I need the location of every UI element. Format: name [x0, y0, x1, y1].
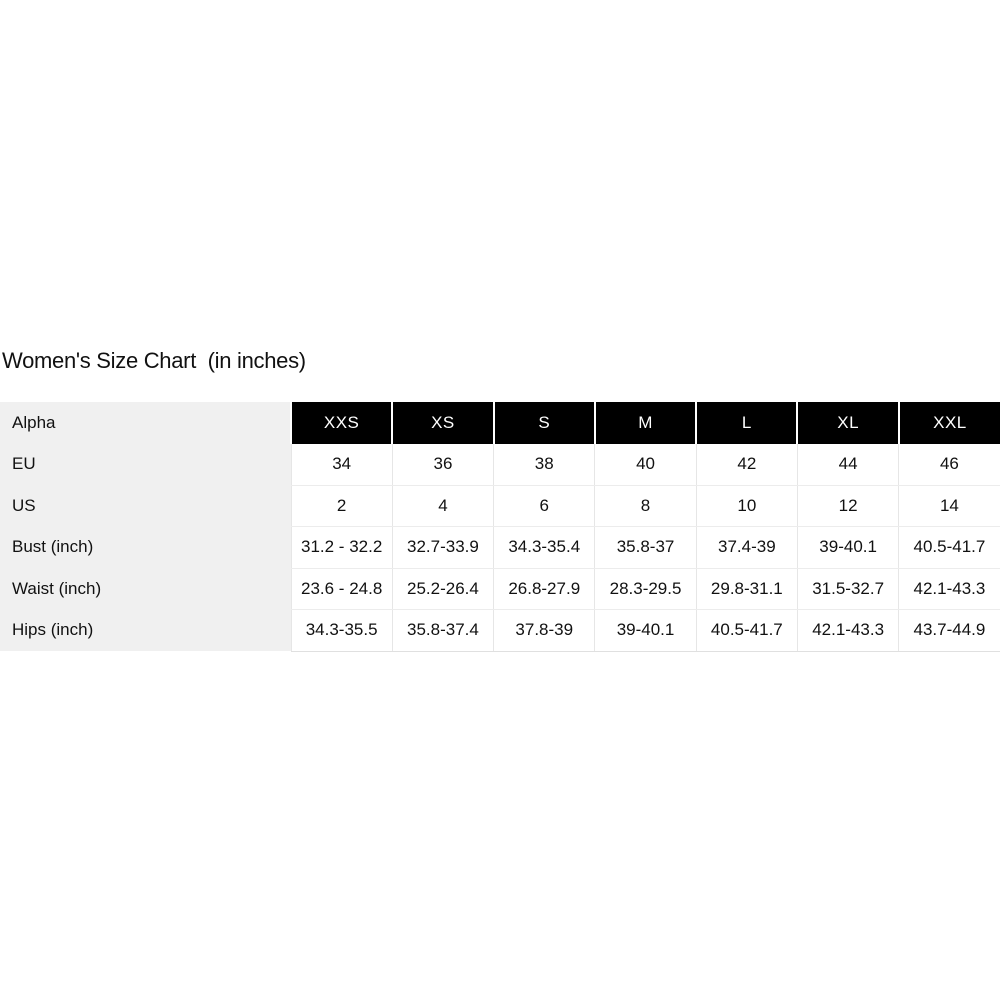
table-row-bust: [0, 527, 1000, 569]
size-header-xs: XS: [392, 402, 493, 444]
table-cell: 36: [392, 444, 493, 486]
table-cell: 23.6 - 24.8: [291, 568, 392, 610]
table-cell: 42: [696, 444, 797, 486]
table-cell: 34: [291, 444, 392, 486]
size-header-xl: XL: [797, 402, 898, 444]
row-label-bust: Bust (inch): [0, 527, 291, 569]
size-header-xxl: XXL: [899, 402, 1000, 444]
table-cell: 4: [392, 485, 493, 527]
table-cell: 39-40.1: [595, 610, 696, 652]
table-cell: 38: [494, 444, 595, 486]
size-header-l: L: [696, 402, 797, 444]
row-label-alpha: Alpha: [0, 402, 291, 444]
row-label-hips: Hips (inch): [0, 610, 291, 652]
table-cell: 35.8-37.4: [392, 610, 493, 652]
table-cell: 12: [797, 485, 898, 527]
table-cell: 39-40.1: [797, 527, 898, 569]
table-cell: 34.3-35.5: [291, 610, 392, 652]
table-row-eu: [0, 444, 1000, 486]
size-header-xxs: XXS: [291, 402, 392, 444]
table-cell: 31.2 - 32.2: [291, 527, 392, 569]
table-cell: 42.1-43.3: [899, 568, 1000, 610]
table-cell: 37.4-39: [696, 527, 797, 569]
size-header-s: S: [494, 402, 595, 444]
row-label-eu: EU: [0, 444, 291, 486]
size-chart-table: [0, 402, 1000, 652]
table-cell: 40.5-41.7: [899, 527, 1000, 569]
table-cell: 25.2-26.4: [392, 568, 493, 610]
table-cell: 8: [595, 485, 696, 527]
table-cell: 14: [899, 485, 1000, 527]
table-cell: 31.5-32.7: [797, 568, 898, 610]
size-header-m: M: [595, 402, 696, 444]
row-label-us: US: [0, 485, 291, 527]
table-cell: 40: [595, 444, 696, 486]
table-cell: 40.5-41.7: [696, 610, 797, 652]
header-row: [0, 402, 1000, 444]
table-cell: 34.3-35.4: [494, 527, 595, 569]
row-label-waist: Waist (inch): [0, 568, 291, 610]
table-cell: 46: [899, 444, 1000, 486]
table-row-us: [0, 485, 1000, 527]
table-cell: 37.8-39: [494, 610, 595, 652]
table-cell: 43.7-44.9: [899, 610, 1000, 652]
table-cell: 42.1-43.3: [797, 610, 898, 652]
table-cell: 35.8-37: [595, 527, 696, 569]
table-cell: 29.8-31.1: [696, 568, 797, 610]
table-cell: 6: [494, 485, 595, 527]
table-cell: 26.8-27.9: [494, 568, 595, 610]
table-cell: 10: [696, 485, 797, 527]
table-cell: 2: [291, 485, 392, 527]
page-title: Women's Size Chart (in inches): [2, 348, 306, 373]
table-row-waist: [0, 568, 1000, 610]
table-cell: 28.3-29.5: [595, 568, 696, 610]
table-row-hips: [0, 610, 1000, 652]
table-cell: 44: [797, 444, 898, 486]
table-cell: 32.7-33.9: [392, 527, 493, 569]
